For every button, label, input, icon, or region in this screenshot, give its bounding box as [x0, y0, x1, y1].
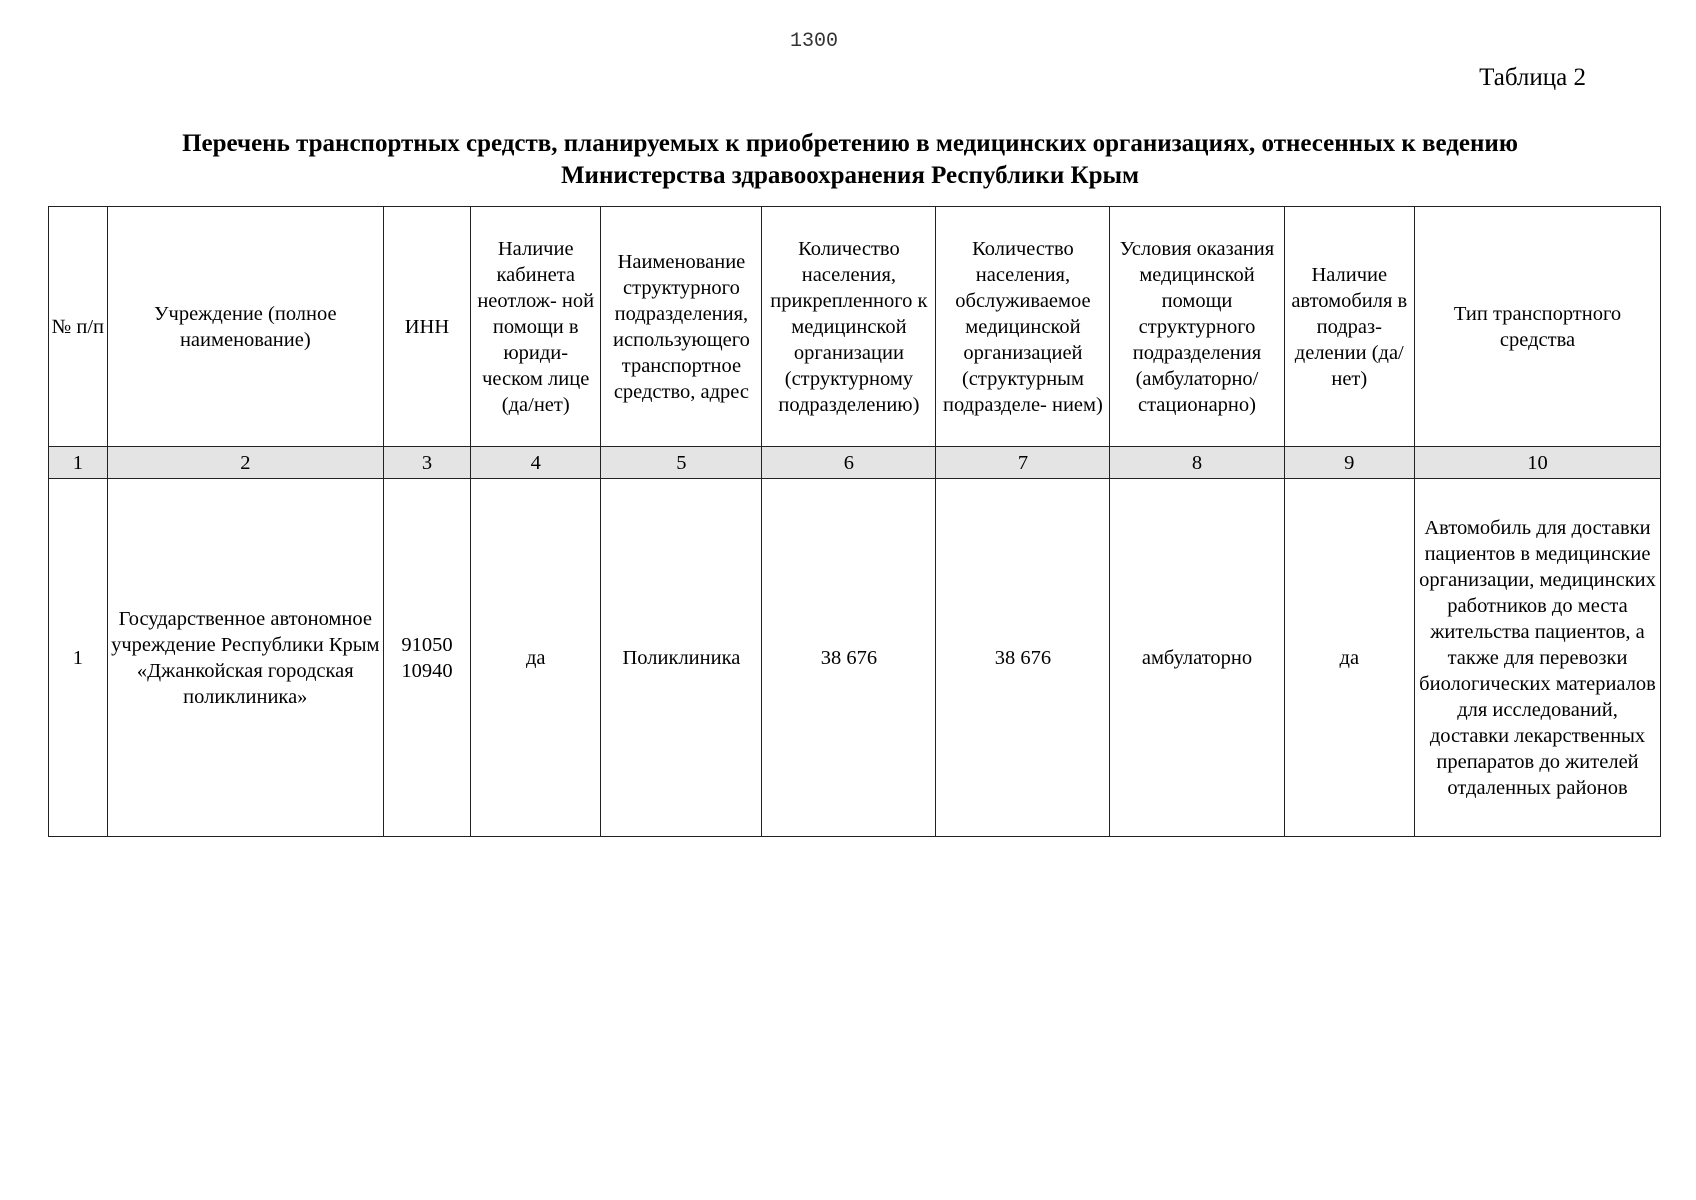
title-line-2: Министерства здравоохранения Республики Крым	[560, 162, 1140, 189]
column-number-cell: 6	[762, 447, 936, 479]
title-line-1: Перечень транспортных средств, планируемых к приобретению в медицинских организациях, отнесенных к ведению	[182, 130, 1518, 157]
column-number-cell: 5	[601, 447, 762, 479]
inn-cell: 91050 10940	[383, 479, 470, 837]
subdivision-cell: Поликлиника	[601, 479, 762, 837]
page-number: 1300	[790, 30, 839, 53]
vehicle-type-cell: Автомобиль для доставки пациентов в медицинские организации, медицинских работников до места жительства пациентов, а также для перевозки биологических материалов для исследований, доставки лекарственных препаратов до жителей отдаленных районов	[1415, 479, 1661, 837]
header-cell: ИНН	[383, 207, 470, 447]
document-title	[60, 128, 1640, 192]
has-vehicle-cell: да	[1284, 479, 1415, 837]
served-population-cell: 38 676	[936, 479, 1110, 837]
column-number-cell: 10	[1415, 447, 1661, 479]
table-label: Таблица 2	[1479, 64, 1586, 91]
column-number-cell: 2	[107, 447, 383, 479]
row-number-cell: 1	[49, 479, 108, 837]
attached-population-cell: 38 676	[762, 479, 936, 837]
column-number-cell: 7	[936, 447, 1110, 479]
header-cell: Наличие кабинета неотлож- ной помощи в юриди- ческом лице (да/нет)	[470, 207, 601, 447]
header-cell: Количество населения, обслуживаемое медицинской организацией (структурным подразделе- нием)	[936, 207, 1110, 447]
vehicles-table	[48, 206, 1661, 837]
urgent-care-cell: да	[470, 479, 601, 837]
header-row	[49, 207, 1661, 447]
column-number-cell: 9	[1284, 447, 1415, 479]
column-number-cell: 3	[383, 447, 470, 479]
header-cell: Количество населения, прикрепленного к медицинской организации (структурному подразделению)	[762, 207, 936, 447]
header-cell: Наличие автомобиля в подраз- делении (да/нет)	[1284, 207, 1415, 447]
column-number-cell: 4	[470, 447, 601, 479]
header-cell: Условия оказания медицинской помощи структурного подразделения (амбулаторно/ стационарно)	[1110, 207, 1284, 447]
header-cell: № п/п	[49, 207, 108, 447]
column-number-row	[49, 447, 1661, 479]
header-cell: Учреждение (полное наименование)	[107, 207, 383, 447]
column-number-cell: 1	[49, 447, 108, 479]
header-cell: Наименование структурного подразделения, использующего транспортное средство, адрес	[601, 207, 762, 447]
table-row	[49, 479, 1661, 837]
care-conditions-cell: амбулаторно	[1110, 479, 1284, 837]
header-cell: Тип транспортного средства	[1415, 207, 1661, 447]
column-number-cell: 8	[1110, 447, 1284, 479]
institution-cell: Государственное автономное учреждение Республики Крым «Джанкойская городская поликлиника»	[107, 479, 383, 837]
